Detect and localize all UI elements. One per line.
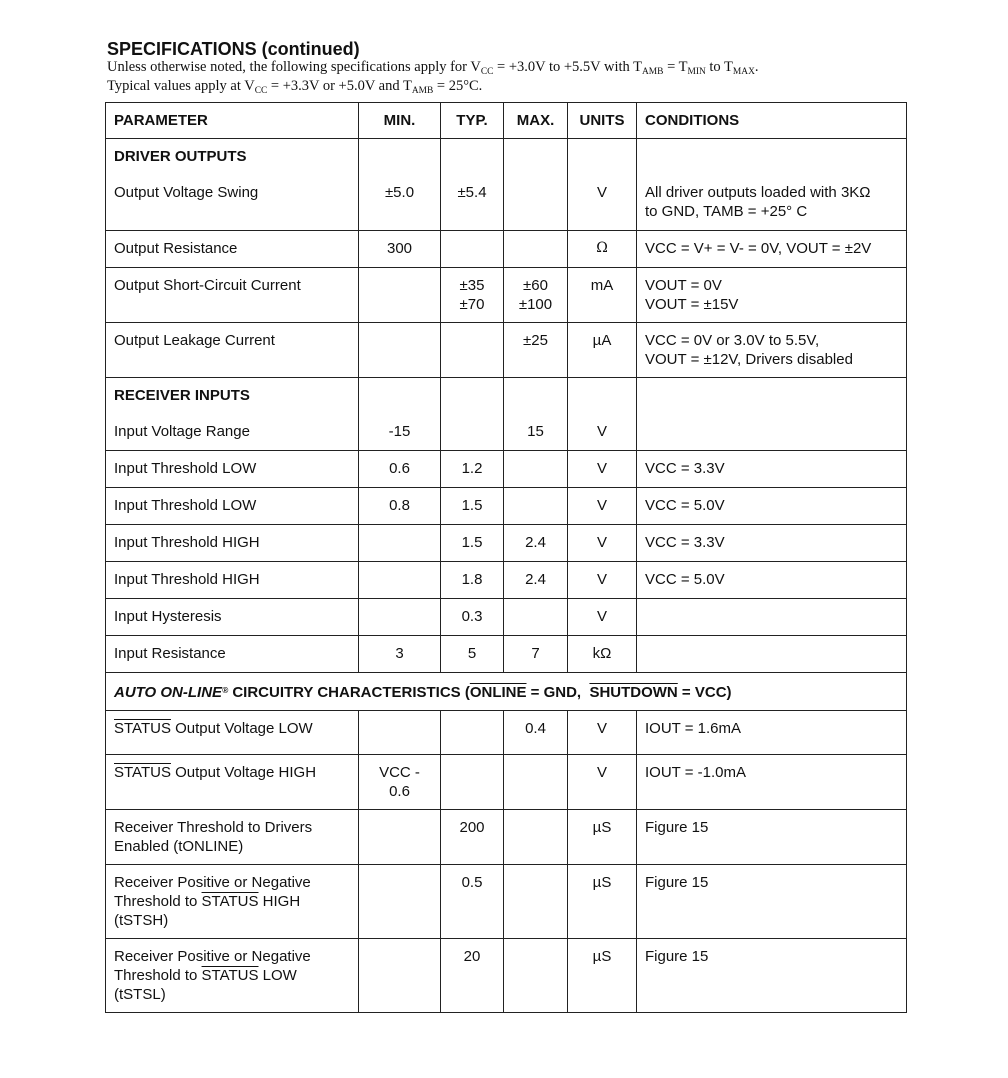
units-cell: µS	[568, 939, 637, 1013]
param-cell: Output Resistance	[106, 231, 359, 268]
intro-text-segment: = 25°C.	[433, 78, 483, 94]
param-cell	[106, 378, 359, 451]
conditions-cell	[637, 525, 907, 562]
param-text: Threshold to	[114, 893, 202, 910]
param-cell: Output Short-Circuit Current	[106, 268, 359, 323]
typ-cell: 1.2	[441, 451, 504, 488]
max-cell	[504, 451, 568, 488]
typ-cell	[441, 755, 504, 810]
typ-cell: 1.5	[441, 488, 504, 525]
max-value: ±60	[523, 277, 548, 294]
table-row	[106, 711, 907, 755]
units-cell: kΩ	[568, 636, 637, 673]
conditions-cell: Figure 15	[637, 939, 907, 1013]
condition-text: = 5.0V	[676, 497, 725, 514]
units-cell: V	[568, 711, 637, 755]
subscript: OUT	[649, 764, 681, 781]
units-cell: mA	[568, 268, 637, 323]
param-line	[114, 892, 350, 911]
max-cell	[504, 865, 568, 939]
subscript: MAX	[732, 67, 755, 77]
max-cell	[504, 755, 568, 810]
param-cell: Input Threshold LOW	[106, 451, 359, 488]
max-cell: 2.4	[504, 525, 568, 562]
subscript: MIN	[687, 67, 706, 77]
conditions-cell	[637, 268, 907, 323]
subscript: CC	[655, 332, 677, 349]
intro-text-segment: = +3.3V or +5.0V and T	[267, 78, 412, 94]
param-text: )	[238, 838, 244, 855]
subscript: CC	[389, 764, 411, 781]
subscript: OUT	[655, 351, 687, 368]
min-cell	[359, 755, 441, 810]
typ-cell: 20	[441, 939, 504, 1013]
max-cell	[504, 231, 568, 268]
subscript: CC	[655, 497, 677, 514]
table-row	[106, 755, 907, 810]
condition-text: V	[645, 351, 656, 368]
condition-line	[645, 350, 898, 369]
conditions-cell	[637, 378, 907, 451]
param-cell	[106, 939, 359, 1013]
spacer	[449, 147, 495, 183]
subscript: AMB	[711, 203, 744, 220]
max-cell	[504, 488, 568, 525]
condition-text: = 5.0V	[676, 571, 725, 588]
conditions-cell	[637, 231, 907, 268]
min-cell	[359, 711, 441, 755]
typ-cell	[441, 323, 504, 378]
intro-text-segment: to T	[705, 59, 733, 75]
param-cell: Input Hysteresis	[106, 599, 359, 636]
condition-text: = ±12V, Drivers disabled	[686, 351, 853, 368]
min-text: - 0.6	[389, 764, 420, 800]
table-row	[106, 378, 907, 451]
section-text: = GND,	[526, 684, 590, 701]
param-line	[114, 985, 350, 1004]
table-row	[106, 525, 907, 562]
condition-text: to GND, T	[645, 203, 712, 220]
param-cell	[106, 711, 359, 755]
header-parameter: PARAMETER	[106, 103, 359, 139]
conditions-cell	[637, 599, 907, 636]
condition-text: = ±15V	[686, 296, 739, 313]
subscript: STSH	[123, 912, 164, 929]
conditions-cell	[637, 562, 907, 599]
min-value: ±5.0	[384, 184, 415, 201]
condition-text: = 0V or 3.0V to 5.5V,	[676, 332, 820, 349]
table-row	[106, 810, 907, 865]
subscript: ONLINE	[182, 838, 239, 855]
condition-text: V	[645, 460, 656, 477]
typ-cell: 200	[441, 810, 504, 865]
conditions-cell	[637, 711, 907, 755]
min-cell	[359, 268, 441, 323]
min-cell	[359, 865, 441, 939]
subscript: CC	[704, 684, 727, 701]
section-text: = V	[677, 684, 705, 701]
param-cell: Input Threshold HIGH	[106, 562, 359, 599]
specifications-table	[105, 102, 907, 1013]
units-cell: µA	[568, 323, 637, 378]
conditions-cell	[637, 636, 907, 673]
units-cell: V	[568, 451, 637, 488]
table-row	[106, 323, 907, 378]
section-title-auto-online	[106, 673, 907, 711]
intro-text-segment: Typical values apply at V	[107, 78, 255, 94]
status-signal: STATUS	[201, 893, 259, 910]
param-cell	[106, 755, 359, 810]
condition-text: V	[645, 332, 656, 349]
subscript: OUT	[649, 720, 681, 737]
subscript: OUT	[655, 296, 687, 313]
max-cell: 7	[504, 636, 568, 673]
spacer	[367, 147, 432, 183]
subscript: OUT	[796, 240, 828, 257]
typ-value: ±70	[459, 296, 485, 313]
condition-text: = ±2V	[827, 240, 872, 257]
shutdown-signal: SHUTDOWN	[589, 684, 678, 701]
max-value: 15	[527, 423, 544, 440]
condition-text: = +25° C	[743, 203, 808, 220]
spacer	[576, 386, 628, 422]
max-cell	[504, 139, 568, 231]
intro-line-1	[107, 59, 758, 75]
typ-value: ±5.4	[457, 184, 487, 201]
subscript: CC	[655, 534, 677, 551]
subscript: OUT	[655, 277, 687, 294]
param-text: Enabled (t	[114, 838, 183, 855]
param-line	[114, 837, 350, 856]
typ-cell	[441, 231, 504, 268]
max-cell: 2.4	[504, 562, 568, 599]
param-line	[114, 911, 350, 930]
min-cell: 0.6	[359, 451, 441, 488]
conditions-cell	[637, 139, 907, 231]
typ-cell: 0.5	[441, 865, 504, 939]
table-row	[106, 451, 907, 488]
header-min: MIN.	[359, 103, 441, 139]
condition-text: = 3.3V	[676, 460, 725, 477]
intro-text-segment: Unless otherwise noted, the following specifications apply for V	[107, 59, 481, 75]
condition-text: I	[645, 720, 650, 737]
condition-text: = 0V	[686, 277, 722, 294]
header-typ: TYP.	[441, 103, 504, 139]
subscript: CC	[655, 240, 677, 257]
param-line: Receiver Positive or Negative	[114, 874, 311, 891]
max-cell	[504, 268, 568, 323]
subscript: CC	[655, 460, 677, 477]
section-header-row	[106, 673, 907, 711]
subscript: AMB	[411, 86, 434, 96]
param-text: (t	[114, 986, 124, 1003]
typ-cell	[441, 711, 504, 755]
min-cell	[359, 525, 441, 562]
table-row	[106, 139, 907, 231]
spacer	[645, 147, 898, 183]
param-line	[114, 966, 350, 985]
condition-text: = -1.0mA	[680, 764, 747, 781]
table-row	[106, 231, 907, 268]
units-cell: µS	[568, 865, 637, 939]
spacer	[367, 386, 432, 422]
units-value: V	[596, 184, 607, 201]
header-conditions: CONDITIONS	[637, 103, 907, 139]
brand-name: AUTO ON-LINE	[114, 684, 223, 701]
param-text: Output Voltage LOW	[170, 720, 313, 737]
status-signal: STATUS	[114, 764, 171, 781]
header-max: MAX.	[504, 103, 568, 139]
param-cell	[106, 810, 359, 865]
min-cell	[359, 562, 441, 599]
units-cell: Ω	[568, 231, 637, 268]
min-cell: 3	[359, 636, 441, 673]
min-cell	[359, 378, 441, 451]
param-label: Output Voltage Swing	[114, 184, 259, 201]
units-cell	[568, 378, 637, 451]
condition-text: = 1.6mA	[680, 720, 742, 737]
table-row	[106, 636, 907, 673]
section-title-driver-outputs: DRIVER OUTPUTS	[114, 148, 247, 165]
status-signal: STATUS	[114, 720, 171, 737]
conditions-cell	[637, 755, 907, 810]
param-text: Threshold to	[114, 967, 202, 984]
condition-line	[645, 331, 898, 350]
max-cell	[504, 599, 568, 636]
table-row	[106, 268, 907, 323]
min-cell	[359, 810, 441, 865]
intro-line-2	[107, 78, 482, 94]
min-cell: 0.8	[359, 488, 441, 525]
conditions-cell: Figure 15	[637, 810, 907, 865]
subscript: CC	[655, 571, 677, 588]
condition-line: All driver outputs loaded with 3KΩ	[645, 184, 871, 201]
param-cell: Input Threshold HIGH	[106, 525, 359, 562]
typ-cell	[441, 139, 504, 231]
condition-text: = V+ = V- = 0V, V	[676, 240, 797, 257]
condition-line	[645, 276, 898, 295]
param-text: )	[163, 912, 169, 929]
status-signal: STATUS	[201, 967, 259, 984]
condition-text: V	[645, 534, 656, 551]
units-cell: V	[568, 525, 637, 562]
param-text: )	[160, 986, 166, 1003]
min-cell	[359, 139, 441, 231]
param-text: (t	[114, 912, 124, 929]
intro-text-segment: .	[754, 59, 759, 75]
condition-line	[645, 202, 898, 221]
section-title-receiver-inputs: RECEIVER INPUTS	[114, 387, 250, 404]
section-text: CIRCUITRY CHARACTERISTICS (	[228, 684, 470, 701]
conditions-cell	[637, 451, 907, 488]
table-row	[106, 865, 907, 939]
typ-cell: 0.3	[441, 599, 504, 636]
intro-text-segment: = +3.0V to +5.5V with T	[493, 59, 643, 75]
online-signal: ONLINE	[469, 684, 527, 701]
typ-cell: 1.5	[441, 525, 504, 562]
typ-value: ±35	[459, 277, 485, 294]
intro-text-segment: = T	[663, 59, 688, 75]
max-value: ±100	[518, 296, 553, 313]
min-cell	[359, 599, 441, 636]
param-label: Input Voltage Range	[114, 423, 250, 440]
typ-cell	[441, 268, 504, 323]
min-value: -15	[388, 423, 411, 440]
max-cell: 0.4	[504, 711, 568, 755]
min-cell	[359, 939, 441, 1013]
min-cell	[359, 323, 441, 378]
table-row	[106, 488, 907, 525]
max-cell	[504, 939, 568, 1013]
param-cell	[106, 139, 359, 231]
table-header-row	[106, 103, 907, 139]
condition-text: = 3.3V	[676, 534, 725, 551]
condition-text: V	[645, 571, 656, 588]
header-units: UNITS	[568, 103, 637, 139]
condition-line	[645, 295, 898, 314]
registered-mark: ®	[222, 686, 229, 695]
spacer	[576, 147, 628, 183]
units-value: V	[596, 423, 607, 440]
conditions-cell: Figure 15	[637, 865, 907, 939]
table-row	[106, 599, 907, 636]
condition-text: I	[645, 764, 650, 781]
condition-text: V	[645, 296, 656, 313]
typ-cell: 1.8	[441, 562, 504, 599]
param-cell: Output Leakage Current	[106, 323, 359, 378]
typ-cell: 5	[441, 636, 504, 673]
spacer	[512, 386, 559, 422]
max-cell	[504, 810, 568, 865]
param-text: HIGH	[258, 893, 301, 910]
param-line: Receiver Positive or Negative	[114, 948, 311, 965]
subscript: AMB	[642, 67, 664, 77]
param-line: Receiver Threshold to Drivers	[114, 819, 313, 836]
intro-text	[107, 58, 907, 96]
max-cell: ±25	[504, 323, 568, 378]
units-cell	[568, 139, 637, 231]
units-cell: V	[568, 488, 637, 525]
units-cell: V	[568, 562, 637, 599]
condition-text: V	[645, 497, 656, 514]
conditions-cell	[637, 323, 907, 378]
units-cell: V	[568, 599, 637, 636]
param-text: Output Voltage HIGH	[170, 764, 317, 781]
condition-text: V	[645, 277, 656, 294]
param-cell: Input Threshold LOW	[106, 488, 359, 525]
subscript: STSL	[123, 986, 161, 1003]
units-cell: µS	[568, 810, 637, 865]
min-text: V	[379, 764, 390, 781]
param-cell: Input Resistance	[106, 636, 359, 673]
section-text: )	[726, 684, 732, 701]
min-cell: 300	[359, 231, 441, 268]
subscript: CC	[480, 67, 494, 77]
max-cell	[504, 378, 568, 451]
page-title: SPECIFICATIONS (continued)	[107, 39, 360, 59]
table-row	[106, 562, 907, 599]
condition-text: V	[645, 240, 656, 257]
table-row	[106, 939, 907, 1013]
param-text: LOW	[258, 967, 297, 984]
typ-cell	[441, 378, 504, 451]
units-cell: V	[568, 755, 637, 810]
param-cell	[106, 865, 359, 939]
conditions-cell	[637, 488, 907, 525]
subscript: CC	[254, 86, 268, 96]
